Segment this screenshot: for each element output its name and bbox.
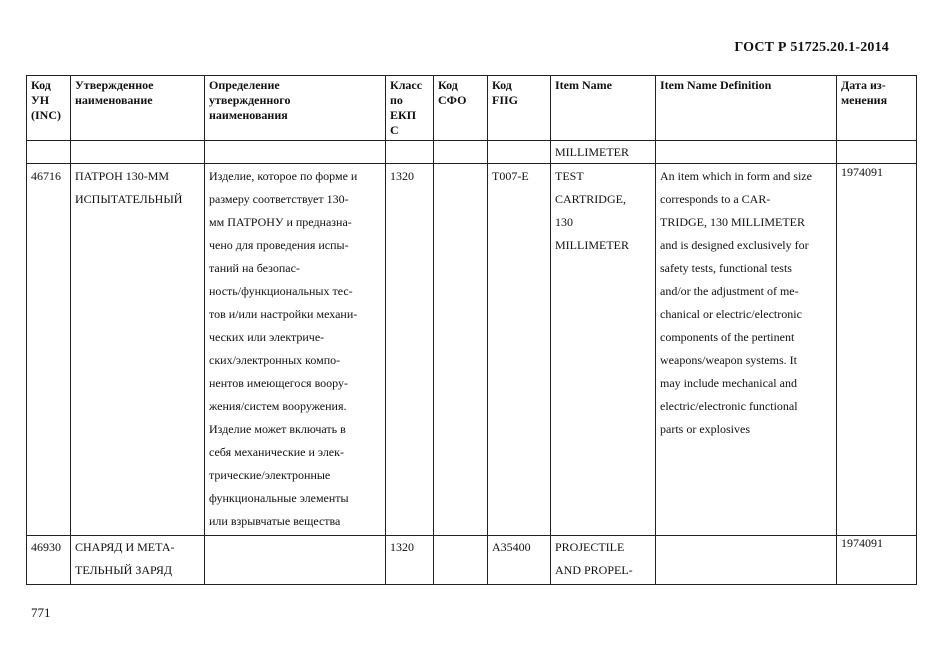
cell-fiig: T007-E	[488, 164, 551, 536]
text-line: and/or the adjustment of me-	[660, 284, 799, 298]
text-line: may include mechanical and	[660, 376, 797, 390]
header-text: СФО	[438, 93, 467, 107]
document-header: ГОСТ Р 51725.20.1-2014	[734, 40, 889, 55]
header-text: Код	[492, 78, 512, 92]
col-header-class	[386, 76, 434, 141]
nomenclature-table	[26, 75, 917, 585]
text-line: CARTRIDGE,	[555, 192, 626, 206]
cell-sfo	[434, 141, 488, 164]
text-line: размеру соответствует 130-	[209, 192, 349, 206]
cell-sfo	[434, 536, 488, 585]
text-line: chanical or electric/electronic	[660, 307, 802, 321]
header-text: Класс	[390, 78, 423, 92]
text-line: тов и/или настройки механи-	[209, 307, 358, 321]
header-text: по	[390, 93, 403, 107]
header-text: FIIG	[492, 93, 519, 107]
cell-definition	[205, 536, 386, 585]
cell-item-definition	[656, 141, 837, 164]
text-line: ИСПЫТАТЕЛЬНЫЙ	[75, 192, 183, 206]
cell-item-name: MILLIMETER	[551, 141, 656, 164]
text-line: 130	[555, 215, 573, 229]
text-line: Изделие, которое по форме и	[209, 169, 358, 183]
header-text: наименование	[75, 93, 153, 107]
cell-date: 1974091	[837, 164, 917, 536]
col-header-inc	[27, 76, 71, 141]
text-line: ПАТРОН 130-ММ	[75, 169, 170, 183]
text-line: нентов имеющегося воору-	[209, 376, 348, 390]
text-line: СНАРЯД И МЕТА-	[75, 540, 175, 554]
text-line: ТЕЛЬНЫЙ ЗАРЯД	[75, 563, 173, 577]
header-text: Код	[438, 78, 458, 92]
cell-item-name	[551, 164, 656, 536]
text-line: TEST	[555, 169, 584, 183]
table-row	[27, 164, 917, 536]
header-text: Утвержденное	[75, 78, 154, 92]
cell-class: 1320	[386, 536, 434, 585]
text-line: TRIDGE, 130 MILLIMETER	[660, 215, 805, 229]
text-line: PROJECTILE	[555, 540, 625, 554]
text-line: electric/electronic functional	[660, 399, 798, 413]
col-header-approved-name	[71, 76, 205, 141]
cell-sfo	[434, 164, 488, 536]
cell-inc	[27, 141, 71, 164]
text-line: components of the pertinent	[660, 330, 795, 344]
col-header-sfo	[434, 76, 488, 141]
cell-class	[386, 141, 434, 164]
text-line: An item which in form and size	[660, 169, 812, 183]
text-line: функциональные элементы	[209, 491, 349, 505]
page-number: 771	[31, 605, 51, 620]
header-text: С	[390, 123, 399, 137]
text-line: или взрывчатые вещества	[209, 514, 341, 528]
cell-item-definition	[656, 536, 837, 585]
text-line: corresponds to a CAR-	[660, 192, 771, 206]
cell-definition	[205, 164, 386, 536]
cell-fiig: A35400	[488, 536, 551, 585]
cell-approved-name	[71, 164, 205, 536]
header-text: ЕКП	[390, 108, 417, 122]
text-line: parts or explosives	[660, 422, 750, 436]
col-header-item-definition	[656, 76, 837, 141]
cell-definition	[205, 141, 386, 164]
text-line: safety tests, functional tests	[660, 261, 792, 275]
text-line: таний на безопас-	[209, 261, 300, 275]
cell-fiig	[488, 141, 551, 164]
text-line: ность/функциональных тес-	[209, 284, 353, 298]
cell-item-definition	[656, 164, 837, 536]
cell-item-name	[551, 536, 656, 585]
table-row	[27, 536, 917, 585]
text-line: чено для проведения испы-	[209, 238, 349, 252]
cell-inc: 46930	[27, 536, 71, 585]
text-line: ских/электронных компо-	[209, 353, 341, 367]
cell-class: 1320	[386, 164, 434, 536]
text-line: себя механические и элек-	[209, 445, 344, 459]
text-line: MILLIMETER	[555, 238, 629, 252]
header-text: Item Name	[555, 78, 612, 92]
text-line: weapons/weapon systems. It	[660, 353, 797, 367]
header-text: Item Name Definition	[660, 78, 772, 92]
header-text: менения	[841, 93, 888, 107]
header-text: Дата из-	[841, 78, 886, 92]
table-header-row	[27, 76, 917, 141]
col-header-definition	[205, 76, 386, 141]
table-row-continuation	[27, 141, 917, 164]
cell-inc: 46716	[27, 164, 71, 536]
text-line: and is designed exclusively for	[660, 238, 809, 252]
cell-date	[837, 141, 917, 164]
header-text: наименования	[209, 108, 288, 122]
text-line: жения/систем вооружения.	[209, 399, 347, 413]
cell-approved-name	[71, 141, 205, 164]
col-header-date	[837, 76, 917, 141]
header-text: утвержденного	[209, 93, 291, 107]
text-line: ческих или электриче-	[209, 330, 325, 344]
header-text: УН	[31, 93, 50, 107]
header-text: (INC)	[31, 108, 61, 122]
cell-date: 1974091	[837, 536, 917, 585]
text-line: AND PROPEL-	[555, 563, 633, 577]
text-line: мм ПАТРОНУ и предназна-	[209, 215, 352, 229]
col-header-fiig	[488, 76, 551, 141]
text-line: Изделие может включать в	[209, 422, 346, 436]
col-header-item-name	[551, 76, 656, 141]
text-line: трические/электронные	[209, 468, 331, 482]
header-text: Определение	[209, 78, 280, 92]
header-text: Код	[31, 78, 51, 92]
cell-approved-name	[71, 536, 205, 585]
